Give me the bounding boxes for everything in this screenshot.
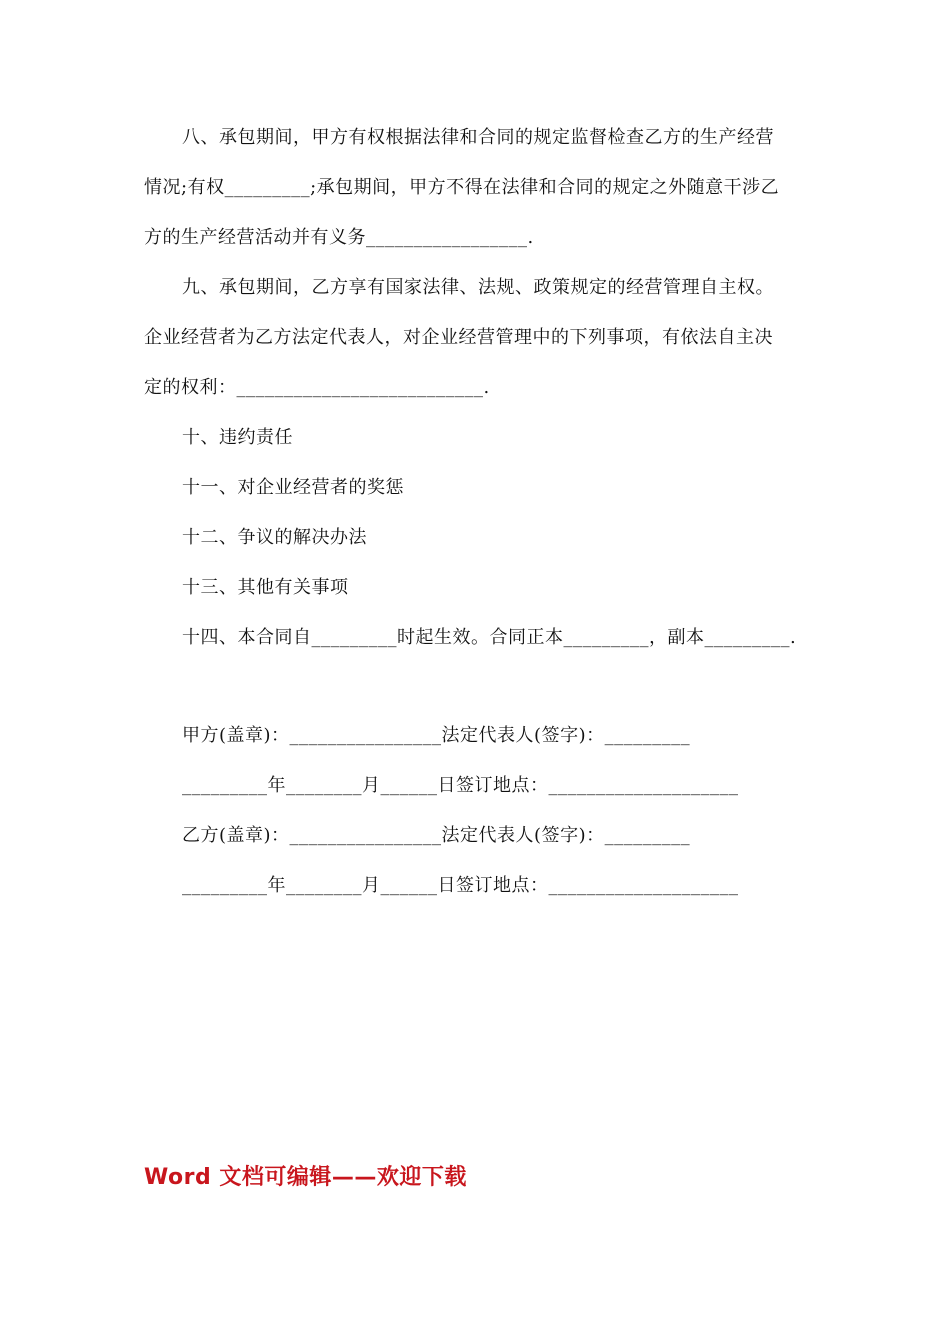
clause-9-line-1: 九、承包期间，乙方享有国家法律、法规、政策规定的经营管理自主权。 xyxy=(182,277,774,298)
clause-12: 十二、争议的解决办法 xyxy=(182,527,367,548)
signature-section xyxy=(144,711,814,911)
party-a-date-place-line: _________年________月______日签订地点：____________________ xyxy=(182,775,739,796)
clause-9-line-3: 定的权利：__________________________. xyxy=(144,377,490,398)
clause-13: 十三、其他有关事项 xyxy=(182,577,349,598)
clause-8-line-1: 八、承包期间，甲方有权根据法律和合同的规定监督检查乙方的生产经营 xyxy=(182,127,774,148)
party-b-signature-line: 乙方(盖章)：________________法定代表人(签字)：_________ xyxy=(182,825,691,846)
editable-word-doc-note: Word 文档可编辑——欢迎下载 xyxy=(144,1165,467,1190)
clause-9-line-2: 企业经营者为乙方法定代表人，对企业经营管理中的下列事项，有依法自主决 xyxy=(144,327,773,348)
party-a-signature-line: 甲方(盖章)：________________法定代表人(签字)：_________ xyxy=(182,725,691,746)
party-b-date-place-line: _________年________月______日签订地点：____________________ xyxy=(182,875,739,896)
clauses-section xyxy=(144,113,814,663)
clause-11: 十一、对企业经营者的奖惩 xyxy=(182,477,404,498)
clause-8-line-3: 方的生产经营活动并有义务_________________. xyxy=(144,227,534,248)
clause-10: 十、违约责任 xyxy=(182,427,293,448)
clause-8-line-2: 情况;有权_________;承包期间，甲方不得在法律和合同的规定之外随意干涉乙 xyxy=(144,177,780,198)
clause-14: 十四、本合同自_________时起生效。合同正本_________，副本_________. xyxy=(182,627,797,648)
